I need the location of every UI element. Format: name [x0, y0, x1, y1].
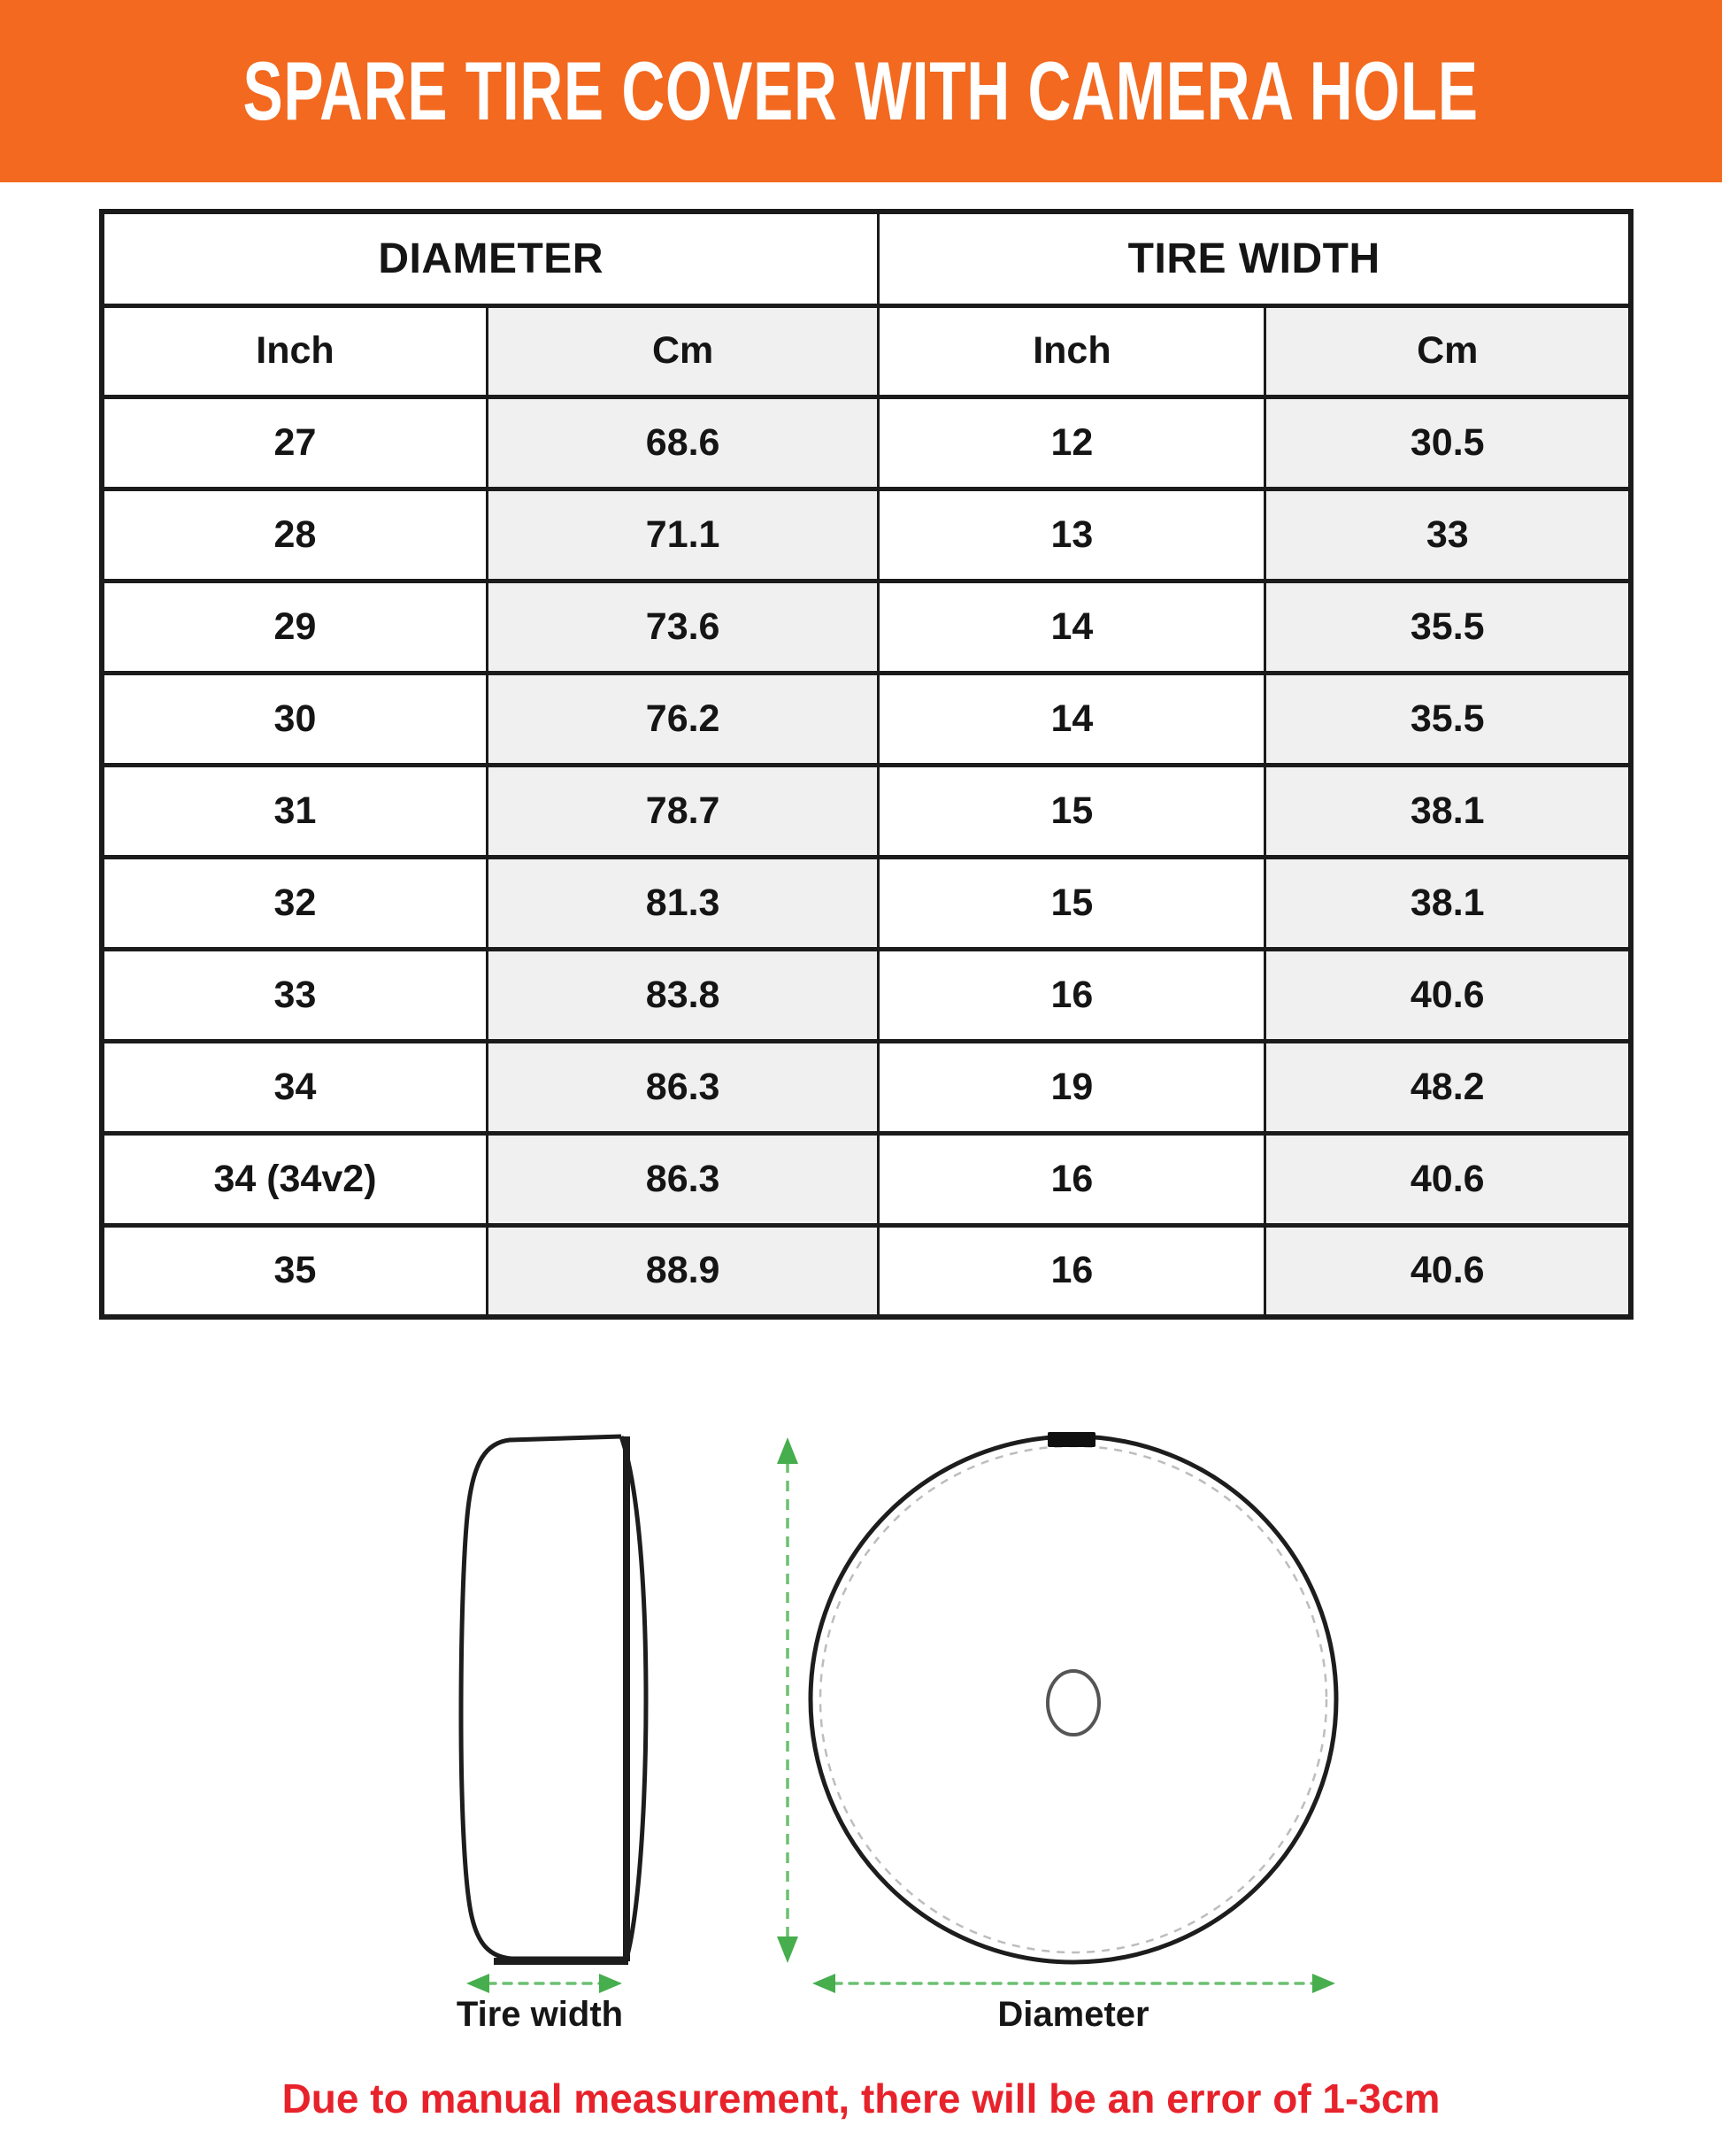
- table-cell: 68.6: [487, 397, 878, 489]
- arrowhead-up-icon: [777, 1437, 798, 1464]
- hub-hole: [1048, 1671, 1099, 1735]
- camera-hole-marker: [1048, 1432, 1095, 1447]
- table-cell: 15: [879, 857, 1265, 949]
- table-cell: 88.9: [487, 1225, 878, 1317]
- vertical-diameter-line: [777, 1437, 798, 1963]
- arrowhead-right-icon: [1312, 1974, 1335, 1993]
- table-cell: 29: [102, 581, 487, 673]
- table-cell: 71.1: [487, 489, 878, 581]
- table-cell: 73.6: [487, 581, 878, 673]
- table-cell: 12: [879, 397, 1265, 489]
- arrowhead-left-icon: [466, 1974, 489, 1993]
- column-group-diameter: DIAMETER: [102, 212, 879, 305]
- page-title: SPARE TIRE COVER WITH CAMERA HOLE: [242, 44, 1480, 137]
- tire-width-label: Tire width: [456, 1995, 624, 2034]
- column-group-tire-width: TIRE WIDTH: [879, 212, 1631, 305]
- table-cell: 28: [102, 489, 487, 581]
- table-cell: 40.6: [1265, 1133, 1631, 1225]
- table-cell: 48.2: [1265, 1041, 1631, 1133]
- table-cell: 86.3: [487, 1041, 878, 1133]
- table-cell: 19: [879, 1041, 1265, 1133]
- table-cell: 38.1: [1265, 765, 1631, 857]
- table-cell: 32: [102, 857, 487, 949]
- table-cell: 76.2: [487, 673, 878, 765]
- table-cell: 30.5: [1265, 397, 1631, 489]
- table-cell: 81.3: [487, 857, 878, 949]
- table-cell: 33: [102, 949, 487, 1041]
- tire-side-view: [461, 1436, 646, 1961]
- table-cell: 83.8: [487, 949, 878, 1041]
- column-header-tirewidth-inch: Inch: [879, 305, 1265, 397]
- arrowhead-down-icon: [777, 1937, 798, 1963]
- table-cell: 31: [102, 765, 487, 857]
- table-cell: 16: [879, 1133, 1265, 1225]
- column-header-diameter-cm: Cm: [487, 305, 878, 397]
- column-header-diameter-inch: Inch: [102, 305, 487, 397]
- tire-width-arrow: [466, 1974, 622, 1993]
- table-cell: 14: [879, 581, 1265, 673]
- tire-front-view: [811, 1432, 1336, 1962]
- table-cell: 40.6: [1265, 1225, 1631, 1317]
- arrowhead-left-icon: [812, 1974, 835, 1993]
- arrowhead-right-icon: [599, 1974, 622, 1993]
- table-cell: 30: [102, 673, 487, 765]
- table-cell: 34 (34v2): [102, 1133, 487, 1225]
- table-cell: 78.7: [487, 765, 878, 857]
- column-header-tirewidth-cm: Cm: [1265, 305, 1631, 397]
- diameter-arrow: [812, 1974, 1335, 1993]
- measurement-note: Due to manual measurement, there will be an error of 1-3cm: [281, 2075, 1441, 2121]
- table-cell: 35.5: [1265, 673, 1631, 765]
- table-cell: 35: [102, 1225, 487, 1317]
- table-cell: 86.3: [487, 1133, 878, 1225]
- table-cell: 16: [879, 949, 1265, 1041]
- table-cell: 27: [102, 397, 487, 489]
- table-cell: 14: [879, 673, 1265, 765]
- table-cell: 40.6: [1265, 949, 1631, 1041]
- table-cell: 13: [879, 489, 1265, 581]
- table-cell: 15: [879, 765, 1265, 857]
- diameter-label: Diameter: [997, 1995, 1149, 2034]
- table-cell: 38.1: [1265, 857, 1631, 949]
- table-cell: 33: [1265, 489, 1631, 581]
- table-cell: 16: [879, 1225, 1265, 1317]
- table-cell: 35.5: [1265, 581, 1631, 673]
- table-cell: 34: [102, 1041, 487, 1133]
